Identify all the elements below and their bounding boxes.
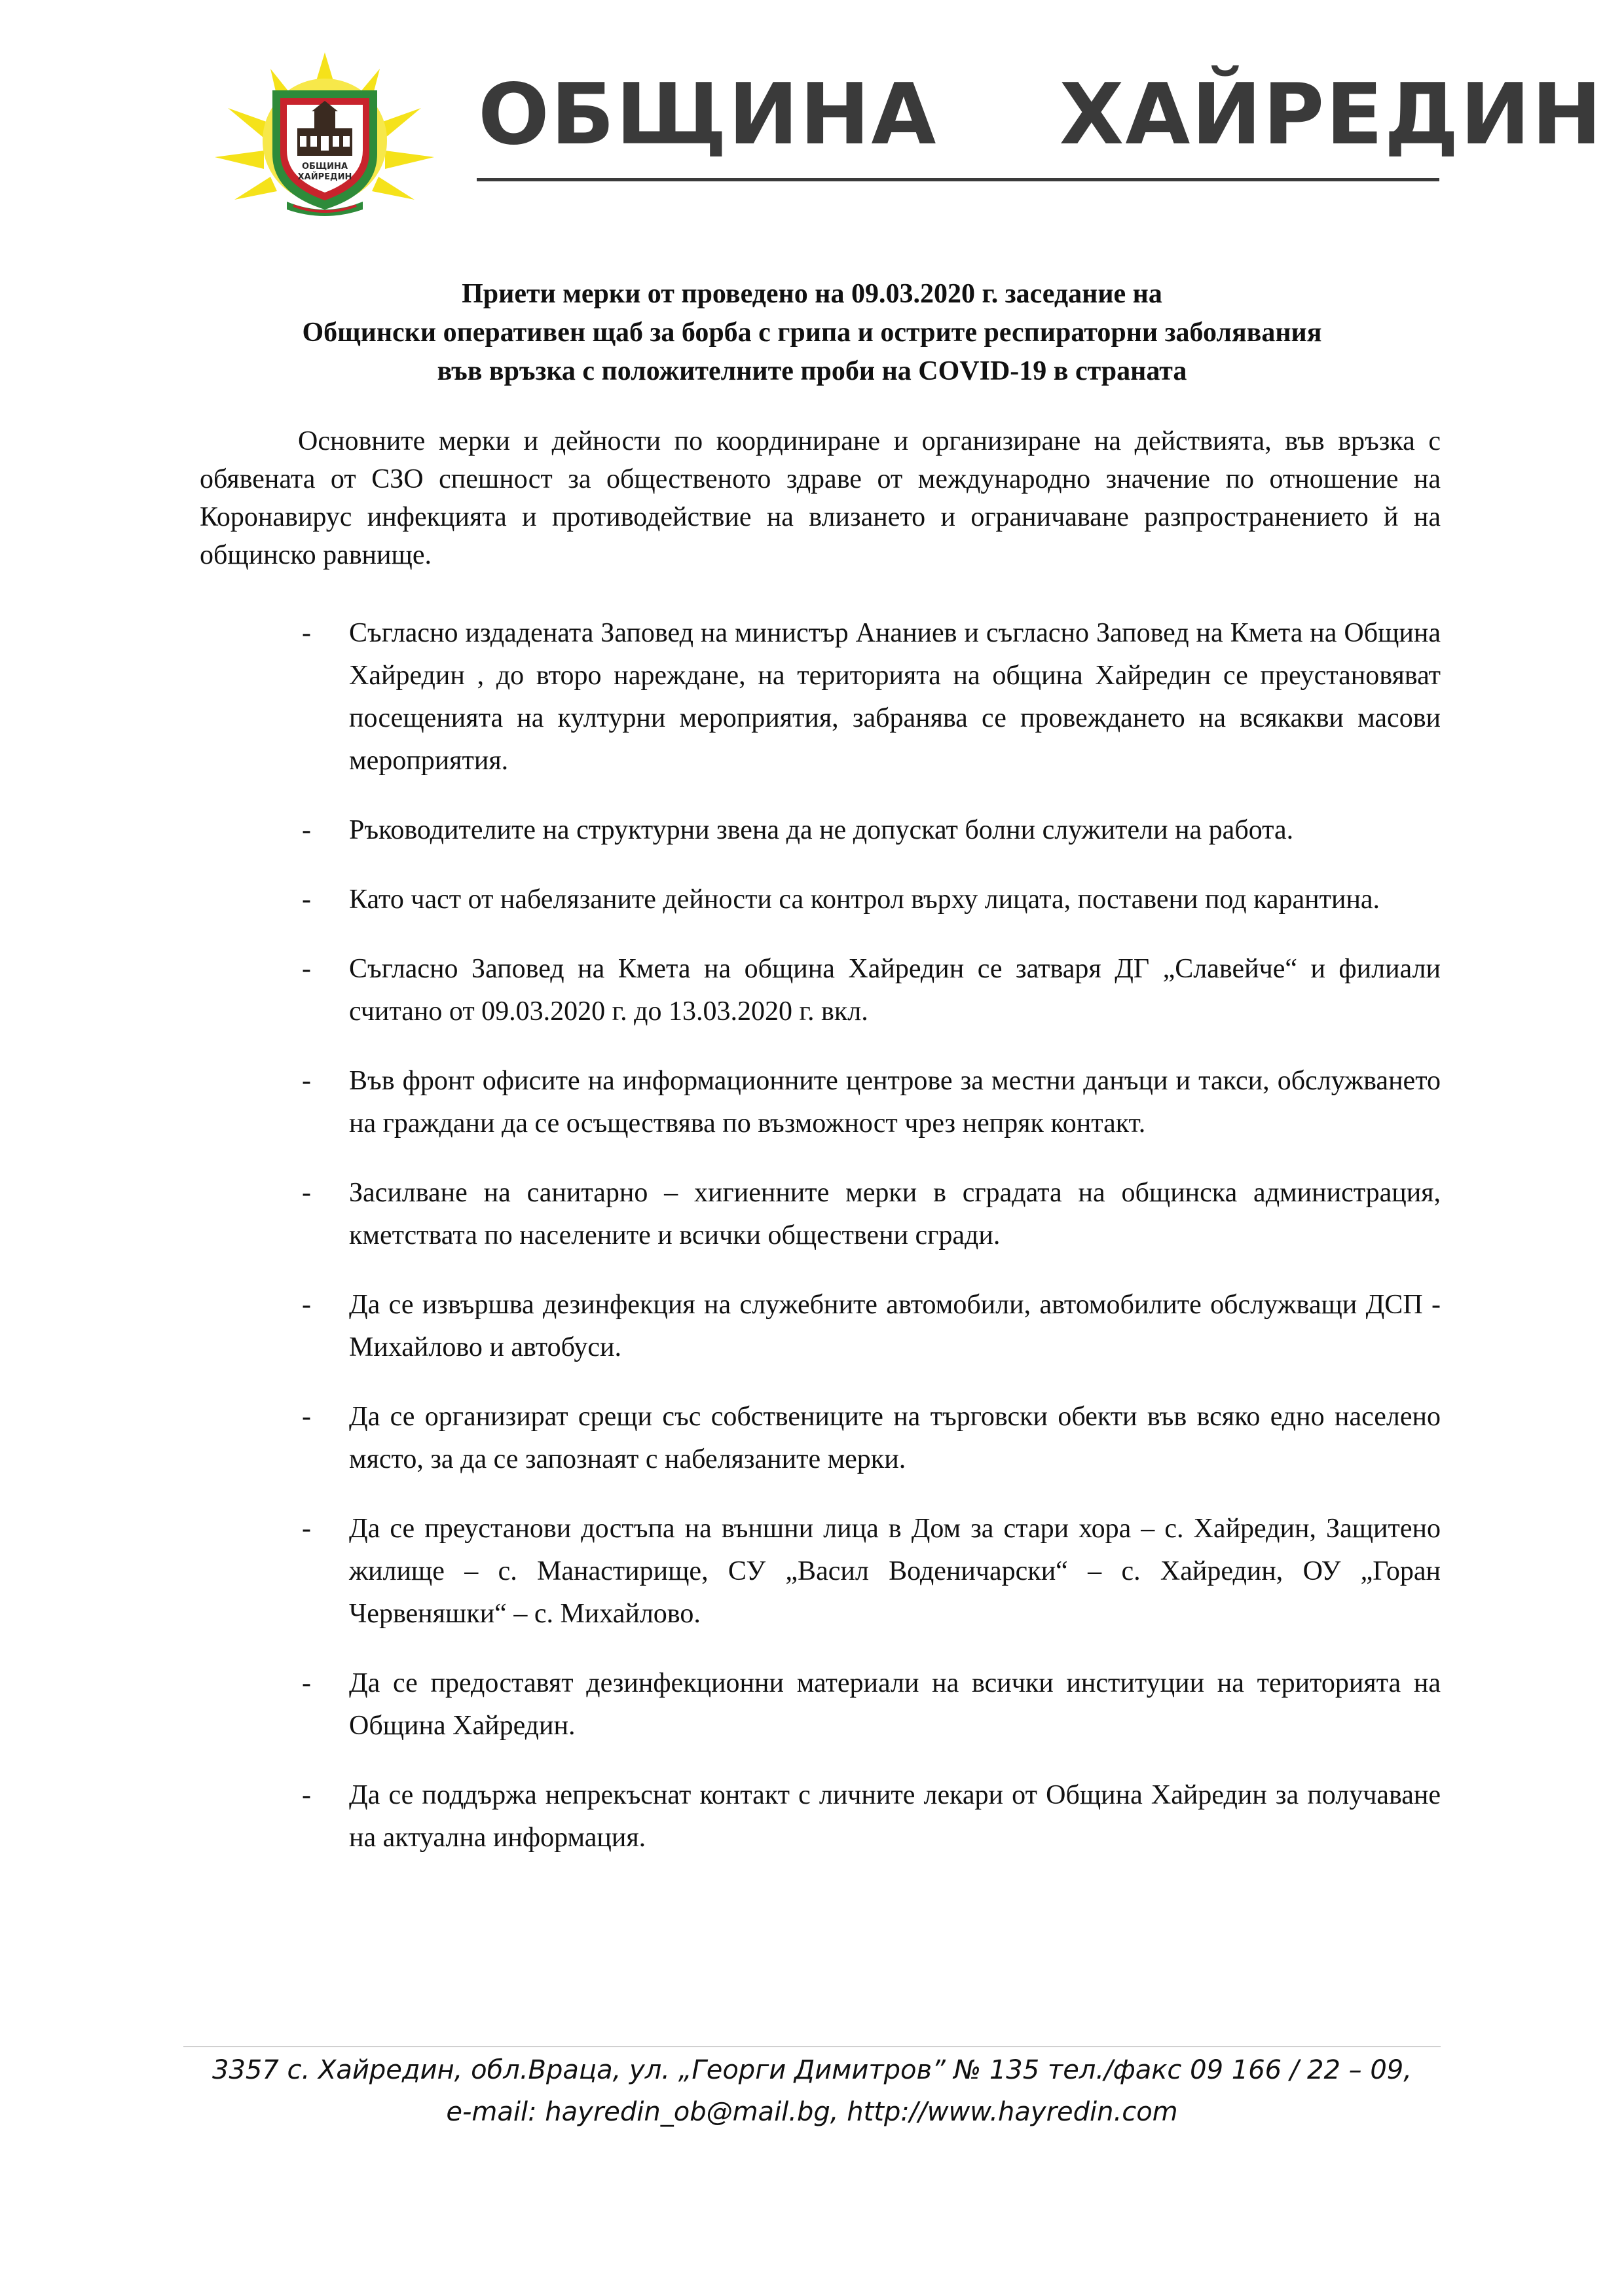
measure-item [298, 612, 1441, 782]
title-underline [477, 178, 1439, 181]
list-dash: - [302, 1066, 311, 1096]
list-dash: - [302, 618, 311, 648]
intro-paragraph: Основните мерки и дейности по координиране и организиране на действията, във връзка с обявената от СЗО спешност за общественото здраве от международно значение по отношение на Коронавирус инфекцията и противодействие на влизането и ограничаване разпространението й на общинско равнище. [200, 426, 1441, 570]
heading-line-2: Общински оперативен щаб за борба с грипа и острите респираторни заболявания [302, 318, 1322, 348]
measure-item [298, 1060, 1441, 1145]
measure-text: Съгласно издадената Заповед на министър Ананиев и съгласно Заповед на Кмета на Община Хайредин , до второ нареждане, на територията на община Хайредин се преустановяват посещенията на културни мероприятия, забранява се провеждането на всякакви масови мероприятия. [349, 618, 1441, 776]
list-dash: - [302, 1514, 311, 1544]
measure-item [298, 809, 1441, 852]
measure-item [298, 948, 1441, 1033]
footer-divider [183, 2046, 1441, 2047]
measure-text: Във фронт офисите на информационните центрове за местни данъци и такси, обслужването на граждани да се осъществява по възможност чрез непряк контакт. [349, 1066, 1441, 1139]
list-dash: - [302, 1178, 311, 1208]
list-dash: - [302, 1290, 311, 1320]
footer [170, 2049, 1454, 2133]
measure-item [298, 1284, 1441, 1369]
document-heading [170, 275, 1454, 391]
measure-item [298, 1396, 1441, 1481]
footer-contacts: e-mail: hayredin_ob@mail.bg, http://www.hayredin.com [446, 2097, 1178, 2127]
measure-text: Да се организират срещи със собствениците на търговски обекти във всяко едно населено място, за да се запознаят с набелязаните мерки. [349, 1402, 1441, 1474]
heading-line-3: във връзка с положителните проби на COVID-19 в страната [437, 356, 1187, 386]
measure-text: Засилване на санитарно – хигиенните мерки в сградата на общинска администрация, кметствата по населените и всички обществени сгради. [349, 1178, 1441, 1250]
municipality-name: ОБЩИНА ХАЙРЕДИН [478, 66, 1603, 164]
list-dash: - [302, 884, 311, 915]
measure-text: Да се предоставят дезинфекционни материали на всички институции на територията на Община Хайредин. [349, 1668, 1441, 1741]
measures-list [298, 612, 1441, 1886]
measure-text: Да се преустанови достъпа на външни лица в Дом за стари хора – с. Хайредин, Защитено жилище – с. Манастирище, СУ „Васил Воденичарски“ – с. Хайредин, ОУ „Горан Червеняшки“ – с. Михайлово. [349, 1514, 1441, 1629]
footer-address: 3357 с. Хайредин, обл.Враца, ул. „Георги Димитров” № 135 тел./факс 09 166 / 22 – 09, [212, 2055, 1412, 2085]
heading-line-1: Приети мерки от проведено на 09.03.2020 г. заседание на [462, 279, 1162, 309]
measure-text: Да се поддържа непрекъснат контакт с личните лекари от Община Хайредин за получаване на актуална информация. [349, 1780, 1441, 1853]
municipality-logo [208, 46, 441, 219]
measure-text: Ръководителите на структурни звена да не допускат болни служители на работа. [349, 815, 1294, 845]
list-dash: - [302, 1668, 311, 1698]
measure-item [298, 1172, 1441, 1257]
measure-item [298, 1774, 1441, 1859]
measure-text: Да се извършва дезинфекция на служебните автомобили, автомобилите обслужващи ДСП - Михайлово и автобуси. [349, 1290, 1441, 1362]
logo-text-line1: ОБЩИНА [301, 162, 348, 172]
measure-item [298, 879, 1441, 921]
list-dash: - [302, 1780, 311, 1810]
measure-text: Като част от набелязаните дейности са контрол върху лицата, поставени под карантина. [349, 884, 1380, 915]
measure-item [298, 1508, 1441, 1635]
measure-item [298, 1662, 1441, 1747]
measure-text: Съгласно Заповед на Кмета на община Хайредин се затваря ДГ „Славейче“ и филиали считано от 09.03.2020 г. до 13.03.2020 г. вкл. [349, 954, 1441, 1027]
list-dash: - [302, 954, 311, 984]
list-dash: - [302, 815, 311, 845]
logo-text-line2: ХАЙРЕДИН [297, 172, 352, 182]
list-dash: - [302, 1402, 311, 1432]
